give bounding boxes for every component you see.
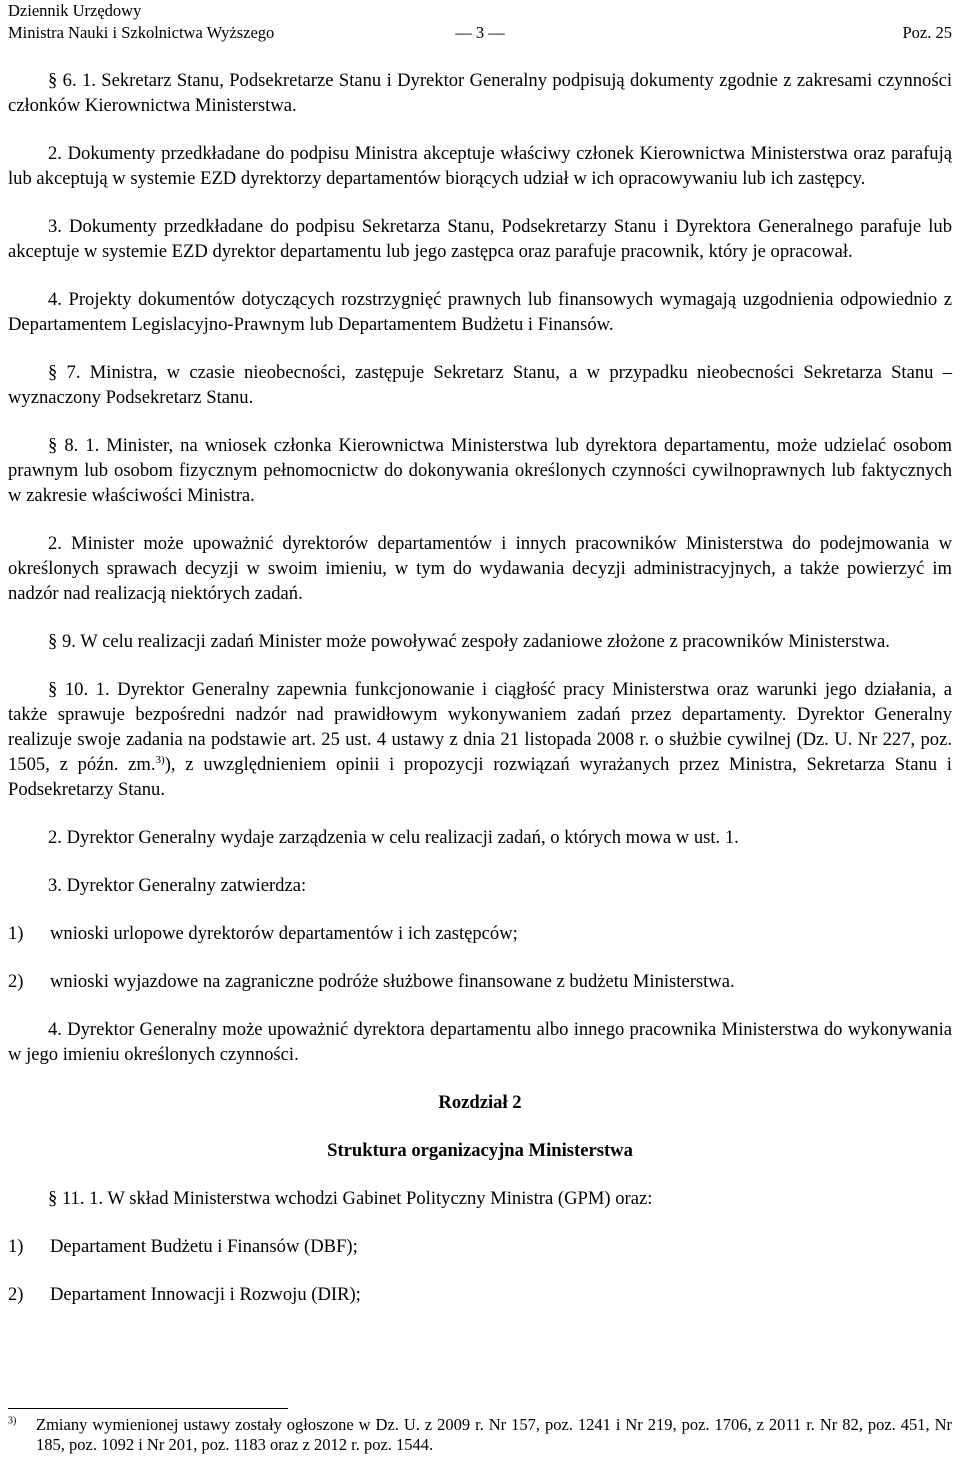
list-item	[8, 969, 952, 994]
document-body	[8, 68, 952, 1330]
paragraph-10-2: 2. Dyrektor Generalny wydaje zarządzenia w celu realizacji zadań, o których mowa w ust. 1.	[48, 827, 739, 848]
issuer-name: Ministra Nauki i Szkolnictwa Wyższego	[8, 23, 275, 42]
footnote-mark: 3)	[8, 1415, 17, 1427]
paragraph-10-1-text-cont: ), z uwzględnieniem opinii i propozycji rozwiązań wyrażanych przez Ministra, Sekretarza Stanu i Podsekretarzy Stanu.	[8, 754, 952, 800]
footnote-mark-wrap	[8, 1415, 36, 1455]
list-item-number: 2)	[8, 971, 24, 992]
paragraph-6-3: 3. Dokumenty przedkładane do podpisu Sekretarza Stanu, Podsekretarzy Stanu i Dyrektora Generalnego parafuje lub akceptuje w systemie EZD dyrektor departamentu lub jego zastępca oraz parafuje pracownik, który je opracował.	[8, 216, 952, 262]
list-item-text: wnioski wyjazdowe na zagraniczne podróże służbowe finansowane z budżetu Ministerstwa.	[50, 971, 735, 992]
footnote-reference[interactable]: 3)	[155, 753, 165, 766]
paragraph-7: § 7. Ministra, w czasie nieobecności, zastępuje Sekretarz Stanu, a w przypadku nieobecności Sekretarza Stanu – wyznaczony Podsekretarz Stanu.	[8, 362, 952, 408]
publication-name: Dziennik Urzędowy	[8, 1, 142, 20]
footnote-area	[8, 1408, 952, 1455]
paragraph-10-3: 3. Dyrektor Generalny zatwierdza:	[48, 875, 307, 896]
list-item	[8, 1234, 952, 1259]
paragraph-9: § 9. W celu realizacji zadań Minister może powoływać zespoły zadaniowe złożone z pracowników Ministerstwa.	[48, 631, 890, 652]
footnote	[8, 1415, 952, 1455]
page-header	[8, 0, 952, 44]
paragraph-10-1-text: § 10. 1. Dyrektor Generalny zapewnia funkcjonowanie i ciągłość pracy Ministerstwa oraz warunki jego działania, a także sprawuje bezpośredni nadzór nad prawidłowym wykonywaniem zadań przez departamenty. Dyrektor Generalny realizuje swoje zadania na podstawie art. 25 ust. 4 ustawy z dnia 21 listopada 2008 r. o służbie cywilnej (Dz. U. Nr 227, poz. 1505, z późn. zm.	[8, 679, 952, 775]
position-number: Poz. 25	[902, 23, 952, 42]
chapter-heading: Rozdział 2	[438, 1092, 522, 1113]
list-item	[8, 1282, 952, 1307]
paragraph-8-1: § 8. 1. Minister, na wniosek członka Kierownictwa Ministerstwa lub dyrektora departamentu, może udzielać osobom prawnym lub osobom fizycznym pełnomocnictw do dokonywania określonych czynności cywilnoprawnych lub faktycznych w zakresie właściwości Ministra.	[8, 435, 952, 506]
paragraph-10-1	[8, 677, 952, 802]
page-number: — 3 —	[455, 23, 505, 42]
paragraph-11-1: § 11. 1. W skład Ministerstwa wchodzi Gabinet Polityczny Ministra (GPM) oraz:	[48, 1188, 653, 1209]
list-item-text: wnioski urlopowe dyrektorów departamentów i ich zastępców;	[50, 923, 518, 944]
paragraph-6-2: 2. Dokumenty przedkładane do podpisu Ministra akceptuje właściwy członek Kierownictwa Ministerstwa oraz parafują lub akceptują w systemie EZD dyrektorzy departamentów biorących udział w ich opracowywaniu lub ich zastępcy.	[8, 143, 952, 189]
paragraph-10-4: 4. Dyrektor Generalny może upoważnić dyrektora departamentu albo innego pracownika Ministerstwa do wykonywania w jego imieniu określonych czynności.	[8, 1019, 952, 1065]
list-item-number: 2)	[8, 1284, 24, 1305]
list-item-number: 1)	[8, 1236, 24, 1257]
list-item-text: Departament Innowacji i Rozwoju (DIR);	[50, 1284, 361, 1305]
paragraph-6-4: 4. Projekty dokumentów dotyczących rozstrzygnięć prawnych lub finansowych wymagają uzgodnienia odpowiednio z Departamentem Legislacyjno-Prawnym lub Departamentem Budżetu i Finansów.	[8, 289, 952, 335]
paragraph-6-1: § 6. 1. Sekretarz Stanu, Podsekretarze Stanu i Dyrektor Generalny podpisują dokumenty zgodnie z zakresami czynności członków Kierownictwa Ministerstwa.	[8, 70, 952, 116]
list-item	[8, 921, 952, 946]
footnote-divider	[8, 1408, 288, 1409]
list-item-text: Departament Budżetu i Finansów (DBF);	[50, 1236, 358, 1257]
paragraph-8-2: 2. Minister może upoważnić dyrektorów departamentów i innych pracowników Ministerstwa do podejmowania w określonych sprawach decyzji w swoim imieniu, w tym do wydawania decyzji administracyjnych, a także powierzyć im nadzór nad realizacją niektórych zadań.	[8, 533, 952, 604]
list-item-number: 1)	[8, 923, 24, 944]
chapter-title: Struktura organizacyjna Ministerstwa	[327, 1140, 633, 1161]
footnote-text: Zmiany wymienionej ustawy zostały ogłoszone w Dz. U. z 2009 r. Nr 157, poz. 1241 i Nr 219, poz. 1706, z 2011 r. Nr 82, poz. 451, Nr 185, poz. 1092 i Nr 201, poz. 1183 oraz z 2012 r. poz. 1544.	[36, 1415, 952, 1454]
